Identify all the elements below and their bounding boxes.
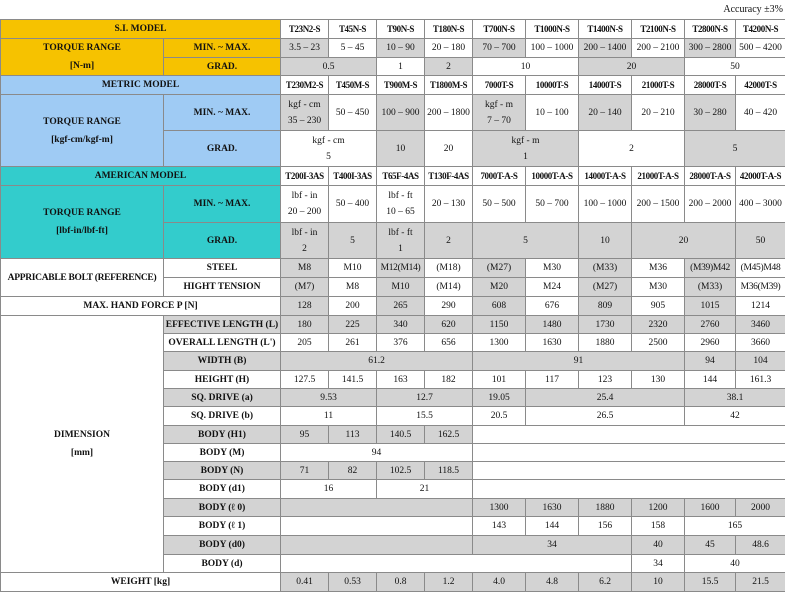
sq-drive-a-value: 12.7 <box>377 389 473 407</box>
american-torque-range-title: TORQUE RANGE <box>43 208 121 218</box>
american-minmax-value: 50 – 400 <box>329 186 377 223</box>
american-grad-value: 50 <box>736 223 785 259</box>
si-model: T23N2-S <box>281 20 329 39</box>
si-grad-value: 1 <box>377 58 425 76</box>
metric-minmax-label: MIN. ~ MAX. <box>164 95 281 131</box>
body-d0-value: 48.6 <box>736 536 785 555</box>
bolt-steel-value: (M33) <box>579 259 632 278</box>
si-minmax-value: 200 – 2100 <box>632 39 685 58</box>
body-m-label: BODY (M) <box>164 444 281 462</box>
si-torque-range-title: TORQUE RANGE <box>43 43 121 53</box>
metric-minmax-value: 20 – 210 <box>632 95 685 131</box>
si-model: T45N-S <box>329 20 377 39</box>
weight-value: 0.53 <box>329 573 377 592</box>
weight-value: 0.8 <box>377 573 425 592</box>
effective-length-value: 2320 <box>632 316 685 334</box>
american-grad-unit-in: lbf - in <box>291 227 318 238</box>
height-value: 130 <box>632 371 685 389</box>
sq-drive-b-value: 11 <box>281 407 377 426</box>
metric-unit-cm: kgf - cm <box>288 99 321 110</box>
height-value: 144 <box>685 371 736 389</box>
american-minmax-value: 200 – 1500 <box>632 186 685 223</box>
torque-wrench-spec-table <box>0 19 785 592</box>
metric-torque-range-title: TORQUE RANGE <box>43 116 121 127</box>
hand-force-value: 200 <box>329 297 377 316</box>
overall-length-value: 205 <box>281 334 329 352</box>
american-range-ft: 10 – 65 <box>386 207 415 217</box>
bolt-hight-value: (M7) <box>281 278 329 297</box>
height-value: 141.5 <box>329 371 377 389</box>
bolt-steel-value: (M18) <box>425 259 473 278</box>
metric-minmax-value: 30 – 280 <box>685 95 736 131</box>
body-h1-value: 113 <box>329 426 377 444</box>
metric-model: 10000T-S <box>526 76 579 95</box>
hand-force-value: 128 <box>281 297 329 316</box>
overall-length-label: OVERALL LENGTH (L') <box>164 334 281 352</box>
metric-grad-value: 10 <box>377 131 425 167</box>
body-d0-value: 34 <box>473 536 632 555</box>
american-grad-unit-ft: lbf - ft <box>388 227 413 238</box>
body-d-value: 40 <box>685 555 785 573</box>
body-l1-value: 156 <box>579 517 632 536</box>
hand-force-value: 265 <box>377 297 425 316</box>
overall-length-value: 1300 <box>473 334 526 352</box>
bolt-hight-value: (M14) <box>425 278 473 297</box>
si-minmax-value: 3.5 – 23 <box>281 39 329 58</box>
si-model: T700N-S <box>473 20 526 39</box>
effective-length-value: 2760 <box>685 316 736 334</box>
bolt-steel-row <box>1 259 785 278</box>
american-model: 28000T-A-S <box>685 167 736 186</box>
body-d0-empty <box>281 536 473 555</box>
metric-grad-first-value: 5 <box>326 151 331 162</box>
effective-length-row <box>1 316 785 334</box>
height-value: 123 <box>579 371 632 389</box>
american-torque-range-unit: [lbf-in/lbf-ft] <box>56 226 108 236</box>
width-value: 91 <box>473 352 685 371</box>
dimension-title: DIMENSION <box>54 430 110 440</box>
body-d0-label: BODY (d0) <box>164 536 281 555</box>
body-h1-value: 95 <box>281 426 329 444</box>
body-l1-label: BODY (ℓ 1) <box>164 517 281 536</box>
american-minmax-ft <box>377 186 425 223</box>
effective-length-value: 1730 <box>579 316 632 334</box>
si-grad-value: 2 <box>425 58 473 76</box>
metric-model: T230M2-S <box>281 76 329 95</box>
height-value: 117 <box>526 371 579 389</box>
height-value: 163 <box>377 371 425 389</box>
american-minmax-value: 50 – 700 <box>526 186 579 223</box>
metric-model: 21000T-S <box>632 76 685 95</box>
sq-drive-b-value: 26.5 <box>526 407 685 426</box>
american-minmax-value: 50 – 500 <box>473 186 526 223</box>
body-l0-value: 1880 <box>579 499 632 517</box>
hand-force-value: 1214 <box>736 297 785 316</box>
sq-drive-b-value: 15.5 <box>377 407 473 426</box>
si-minmax-value: 10 – 90 <box>377 39 425 58</box>
american-minmax-first <box>281 186 329 223</box>
bolt-label: APPRICABLE BOLT (REFERENCE) <box>1 259 164 297</box>
body-n-value: 71 <box>281 462 329 480</box>
sq-drive-a-value: 25.4 <box>526 389 685 407</box>
bolt-steel-value: M36 <box>632 259 685 278</box>
si-torque-range-label <box>1 39 164 76</box>
american-model: 10000T-A-S <box>526 167 579 186</box>
body-d1-value: 21 <box>377 480 473 499</box>
bolt-hight-value: M36(M39) <box>736 278 785 297</box>
body-l0-value: 2000 <box>736 499 785 517</box>
weight-value: 1.2 <box>425 573 473 592</box>
effective-length-value: 3460 <box>736 316 785 334</box>
si-grad-value: 50 <box>685 58 785 76</box>
hand-force-value: 676 <box>526 297 579 316</box>
hand-force-value: 809 <box>579 297 632 316</box>
weight-value: 4.0 <box>473 573 526 592</box>
american-minmax-value: 20 – 130 <box>425 186 473 223</box>
si-model: T4200N-S <box>736 20 785 39</box>
american-minmax-value: 100 – 1000 <box>579 186 632 223</box>
dimension-label <box>1 316 164 573</box>
sq-drive-a-label: SQ. DRIVE (a) <box>164 389 281 407</box>
sq-drive-b-label: SQ. DRIVE (b) <box>164 407 281 426</box>
si-minmax-value: 500 – 4200 <box>736 39 785 58</box>
metric-minmax-value: 100 – 900 <box>377 95 425 131</box>
body-d0-value: 40 <box>632 536 685 555</box>
width-value: 94 <box>685 352 736 371</box>
american-grad-first <box>281 223 329 259</box>
overall-length-value: 1880 <box>579 334 632 352</box>
bolt-steel-value: M30 <box>526 259 579 278</box>
metric-model: T1800M-S <box>425 76 473 95</box>
si-model: T90N-S <box>377 20 425 39</box>
american-model: T400I-3AS <box>329 167 377 186</box>
hand-force-row <box>1 297 785 316</box>
width-label: WIDTH (B) <box>164 352 281 371</box>
hand-force-value: 1015 <box>685 297 736 316</box>
bolt-hight-label: HIGHT TENSION <box>164 278 281 297</box>
sq-drive-b-value: 20.5 <box>473 407 526 426</box>
hand-force-value: 608 <box>473 297 526 316</box>
metric-range-m: 7 – 70 <box>487 115 511 126</box>
effective-length-value: 225 <box>329 316 377 334</box>
american-model-label: AMERICAN MODEL <box>1 167 281 186</box>
body-n-value: 102.5 <box>377 462 425 480</box>
metric-minmax-value: 10 – 100 <box>526 95 579 131</box>
metric-unit-m: kgf - m <box>485 99 513 110</box>
body-l0-value: 1200 <box>632 499 685 517</box>
width-value: 104 <box>736 352 785 371</box>
american-unit-in: lbf - in <box>291 191 318 201</box>
overall-length-value: 656 <box>425 334 473 352</box>
bolt-steel-value: (M39)M42 <box>685 259 736 278</box>
effective-length-label: EFFECTIVE LENGTH (L) <box>164 316 281 334</box>
metric-model: T450M-S <box>329 76 377 95</box>
si-grad-value: 20 <box>579 58 685 76</box>
si-minmax-row <box>1 39 785 58</box>
metric-model: T900M-S <box>377 76 425 95</box>
body-l1-value: 165 <box>685 517 785 536</box>
overall-length-value: 2500 <box>632 334 685 352</box>
height-value: 101 <box>473 371 526 389</box>
si-minmax-value: 20 – 180 <box>425 39 473 58</box>
american-minmax-value: 400 – 3000 <box>736 186 785 223</box>
body-l0-value: 1300 <box>473 499 526 517</box>
si-torque-range-unit: [N-m] <box>69 61 95 71</box>
american-grad-value: 10 <box>579 223 632 259</box>
bolt-hight-value: M10 <box>377 278 425 297</box>
sq-drive-a-value: 19.05 <box>473 389 526 407</box>
height-value: 182 <box>425 371 473 389</box>
metric-minmax-value: 20 – 140 <box>579 95 632 131</box>
metric-grad-value: 2 <box>579 131 685 167</box>
bolt-steel-label: STEEL <box>164 259 281 278</box>
body-l1-value: 144 <box>526 517 579 536</box>
si-model: T2800N-S <box>685 20 736 39</box>
body-l1-empty <box>281 517 473 536</box>
si-minmax-value: 200 – 1400 <box>579 39 632 58</box>
hand-force-value: 905 <box>632 297 685 316</box>
american-model: T200I-3AS <box>281 167 329 186</box>
body-n-empty <box>473 462 785 480</box>
metric-grad-value: 5 <box>685 131 785 167</box>
si-grad-label: GRAD. <box>164 58 281 76</box>
american-grad-first-value: 2 <box>302 243 307 254</box>
si-minmax-label: MIN. ~ MAX. <box>164 39 281 58</box>
metric-grad-m <box>473 131 579 167</box>
weight-value: 6.2 <box>579 573 632 592</box>
overall-length-value: 2960 <box>685 334 736 352</box>
body-h1-empty <box>473 426 785 444</box>
body-d0-value: 45 <box>685 536 736 555</box>
effective-length-value: 1150 <box>473 316 526 334</box>
american-model: 42000T-A-S <box>736 167 785 186</box>
si-minmax-value: 5 – 45 <box>329 39 377 58</box>
body-d-empty <box>281 555 632 573</box>
overall-length-value: 1630 <box>526 334 579 352</box>
body-n-value: 118.5 <box>425 462 473 480</box>
american-model: T65F-4AS <box>377 167 425 186</box>
accuracy-note: Accuracy ±3% <box>723 4 783 15</box>
american-unit-ft: lbf - ft <box>388 191 413 201</box>
sq-drive-b-value: 42 <box>685 407 785 426</box>
metric-model-label: METRIC MODEL <box>1 76 281 95</box>
body-l0-value: 1630 <box>526 499 579 517</box>
dimension-unit: [mm] <box>70 448 94 458</box>
metric-grad-label: GRAD. <box>164 131 281 167</box>
overall-length-value: 376 <box>377 334 425 352</box>
body-m-empty <box>473 444 785 462</box>
metric-torque-range-label <box>1 95 164 167</box>
overall-length-value: 261 <box>329 334 377 352</box>
metric-model: 42000T-S <box>736 76 785 95</box>
weight-label: WEIGHT [kg] <box>1 573 281 592</box>
weight-value: 10 <box>632 573 685 592</box>
bolt-hight-value: (M33) <box>685 278 736 297</box>
sq-drive-a-value: 38.1 <box>685 389 785 407</box>
weight-row <box>1 573 785 592</box>
height-label: HEIGHT (H) <box>164 371 281 389</box>
si-model: T1400N-S <box>579 20 632 39</box>
metric-minmax-value: 40 – 420 <box>736 95 785 131</box>
body-h1-label: BODY (H1) <box>164 426 281 444</box>
body-n-value: 82 <box>329 462 377 480</box>
body-l0-label: BODY (ℓ 0) <box>164 499 281 517</box>
metric-minmax-value: 50 – 450 <box>329 95 377 131</box>
body-n-label: BODY (N) <box>164 462 281 480</box>
height-value: 161.3 <box>736 371 785 389</box>
si-minmax-value: 100 – 1000 <box>526 39 579 58</box>
american-torque-range-label <box>1 186 164 259</box>
metric-torque-range-unit: [kgf-cm/kgf-m] <box>51 134 113 145</box>
american-minmax-value: 200 – 2000 <box>685 186 736 223</box>
bolt-hight-value: (M27) <box>579 278 632 297</box>
body-d-value: 34 <box>632 555 685 573</box>
metric-grad-first <box>281 131 377 167</box>
effective-length-value: 620 <box>425 316 473 334</box>
american-grad-ft <box>377 223 425 259</box>
american-grad-ft-value: 1 <box>398 243 403 254</box>
effective-length-value: 340 <box>377 316 425 334</box>
si-model: T2100N-S <box>632 20 685 39</box>
body-l0-value: 1600 <box>685 499 736 517</box>
metric-grad-unit-cm: kgf - cm <box>312 135 345 146</box>
height-value: 127.5 <box>281 371 329 389</box>
si-model-label: S.I. MODEL <box>1 20 281 39</box>
sq-drive-a-value: 9.53 <box>281 389 377 407</box>
american-grad-label: GRAD. <box>164 223 281 259</box>
metric-grad-value: 20 <box>425 131 473 167</box>
si-minmax-value: 300 – 2800 <box>685 39 736 58</box>
overall-length-value: 3660 <box>736 334 785 352</box>
american-model: 7000T-A-S <box>473 167 526 186</box>
effective-length-value: 1480 <box>526 316 579 334</box>
metric-grad-m-value: 1 <box>523 151 528 162</box>
bolt-steel-value: M12(M14) <box>377 259 425 278</box>
american-grad-value: 2 <box>425 223 473 259</box>
metric-range-first: 35 – 230 <box>287 115 322 126</box>
body-h1-value: 162.5 <box>425 426 473 444</box>
bolt-steel-value: (M45)M48 <box>736 259 785 278</box>
body-d1-label: BODY (d1) <box>164 480 281 499</box>
metric-model: 14000T-S <box>579 76 632 95</box>
weight-value: 15.5 <box>685 573 736 592</box>
si-model: T180N-S <box>425 20 473 39</box>
body-l1-value: 143 <box>473 517 526 536</box>
body-l1-value: 158 <box>632 517 685 536</box>
metric-minmax-m <box>473 95 526 131</box>
american-range-first: 20 – 200 <box>287 207 322 217</box>
bolt-steel-value: M8 <box>281 259 329 278</box>
effective-length-value: 180 <box>281 316 329 334</box>
metric-model: 28000T-S <box>685 76 736 95</box>
american-minmax-row <box>1 186 785 223</box>
american-grad-value: 5 <box>473 223 579 259</box>
bolt-hight-value: M30 <box>632 278 685 297</box>
metric-grad-unit-m: kgf - m <box>511 135 540 146</box>
hand-force-value: 290 <box>425 297 473 316</box>
bolt-hight-value: M20 <box>473 278 526 297</box>
metric-model-row <box>1 76 785 95</box>
si-grad-value: 10 <box>473 58 579 76</box>
body-m-value: 94 <box>281 444 473 462</box>
body-h1-value: 140.5 <box>377 426 425 444</box>
bolt-steel-value: M10 <box>329 259 377 278</box>
body-d-label: BODY (d) <box>164 555 281 573</box>
width-value: 61.2 <box>281 352 473 371</box>
body-l0-empty <box>281 499 473 517</box>
si-model-row <box>1 20 785 39</box>
american-model-row <box>1 167 785 186</box>
metric-minmax-row <box>1 95 785 131</box>
hand-force-label: MAX. HAND FORCE P [N] <box>1 297 281 316</box>
weight-value: 0.41 <box>281 573 329 592</box>
si-minmax-value: 70 – 700 <box>473 39 526 58</box>
bolt-hight-value: M24 <box>526 278 579 297</box>
si-grad-value: 0.5 <box>281 58 377 76</box>
si-model: T1000N-S <box>526 20 579 39</box>
body-d1-empty <box>473 480 785 499</box>
american-grad-value: 5 <box>329 223 377 259</box>
american-model: 21000T-A-S <box>632 167 685 186</box>
bolt-steel-value: (M27) <box>473 259 526 278</box>
weight-value: 21.5 <box>736 573 785 592</box>
body-d1-value: 16 <box>281 480 377 499</box>
american-model: 14000T-A-S <box>579 167 632 186</box>
american-grad-value: 20 <box>632 223 736 259</box>
bolt-hight-value: M8 <box>329 278 377 297</box>
metric-minmax-value: 200 – 1800 <box>425 95 473 131</box>
american-model: T130F-4AS <box>425 167 473 186</box>
weight-value: 4.8 <box>526 573 579 592</box>
metric-minmax-first <box>281 95 329 131</box>
american-minmax-label: MIN. ~ MAX. <box>164 186 281 223</box>
metric-model: 7000T-S <box>473 76 526 95</box>
